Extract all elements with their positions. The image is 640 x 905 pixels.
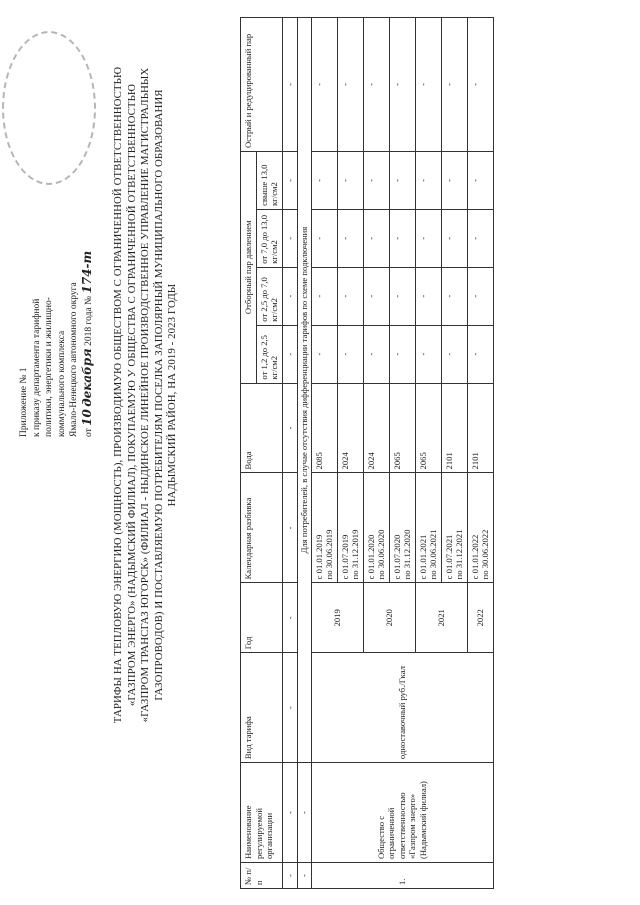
dash-row: - - - - - - - - - - - [282,18,298,889]
period-cell: с 01.01.2020 по 30.06.2020 [363,473,389,583]
header-pressure-1: от 1,2 до 2,5 кг/см2 [256,325,282,383]
handwritten-order-number: 174-т [79,250,94,294]
header-steam: Отборный пар давлением [241,151,257,383]
appendix-line: политики, энергетики и жилищно- [44,297,54,437]
header-tariff-type: Вид тарифа [241,653,283,763]
water-cell: 2024 [337,383,363,473]
appendix-line: Приложение № 1 [19,367,29,437]
appendix-line: Ямало-Ненецкого автономного округа [69,282,79,437]
header-pressure-4: свыше 13,0 кг/см2 [256,151,282,209]
table-row: с 01.07.2021 по 31.12.2021 2101 - - - - - [441,18,467,889]
table-row: 2021 с 01.01.2021 по 30.06.2021 2065 - - - - - [415,18,441,889]
section-label: Для потребителей, в случае отсутствия дифференциации тарифов по схеме подключения [298,18,312,763]
water-cell: 2085 [311,383,337,473]
period-cell: с 01.01.2022 по 30.06.2022 [467,473,493,583]
org-number: 1. [311,863,493,889]
header-num: № п/п [241,863,283,889]
header-org: Наименование регулируемой организации [241,763,283,863]
table-row: 1. Общество с ограниченной ответственностью «Газпром энерго» (Надымский филиал) одноставочный руб./Гкал 2019 с 01.01.2019 по 30.06.2019 2085 - - - - - [311,18,337,889]
header-row [241,18,257,889]
year-cell: 2022 [467,583,493,653]
table-row: 2022 с 01.01.2022 по 30.06.2022 2101 - - - - - [467,18,493,889]
water-cell: 2065 [389,383,415,473]
header-sharp-steam: Острый и редуцированный пар [241,18,283,152]
appendix-line: коммунального комплекса [56,330,67,437]
appendix-date-line: от 10 декабря 2018 года № 174-т [79,250,94,437]
period-cell: с 01.01.2021 по 30.06.2021 [415,473,441,583]
water-cell: 2024 [363,383,389,473]
period-cell: с 01.07.2020 по 31.12.2020 [389,473,415,583]
header-pressure-2: от 2,5 до 7,0 кг/см2 [256,267,282,325]
table-row: с 01.07.2019 по 31.12.2019 2024 - - - - - [337,18,363,889]
year-cell: 2019 [311,583,363,653]
tariff-table [240,17,494,889]
year-cell: 2020 [363,583,415,653]
header-pressure-3: от 7,0 до 13,0 кг/см2 [256,209,282,267]
period-cell: с 01.01.2019 по 30.06.2019 [311,473,337,583]
header-period: Календарная разбивка [241,473,283,583]
appendix-block [18,127,95,437]
section-row: - - Для потребителей, в случае отсутствия дифференциации тарифов по схеме подключения [298,18,312,889]
water-cell: 2101 [467,383,493,473]
water-cell: 2101 [441,383,467,473]
appendix-line: к приказу департамента тарифной [31,298,42,437]
table-row: 2020 с 01.01.2020 по 30.06.2020 2024 - - - - - [363,18,389,889]
org-name: Общество с ограниченной ответственностью «Газпром энерго» (Надымский филиал) [311,763,493,863]
table-row: с 01.07.2020 по 31.12.2020 2065 - - - - - [389,18,415,889]
handwritten-day: 10 [79,409,94,426]
year-cell: 2021 [415,583,467,653]
period-cell: с 01.07.2019 по 31.12.2019 [337,473,363,583]
tariff-name: одноставочный руб./Гкал [311,653,493,763]
period-cell: с 01.07.2021 по 31.12.2021 [441,473,467,583]
handwritten-month: декабря [79,348,94,407]
water-cell: 2065 [415,383,441,473]
document-title: ТАРИФЫ НА ТЕПЛОВУЮ ЭНЕРГИЮ (МОЩНОСТЬ), ПРОИЗВОДИМУЮ ОБЩЕСТВОМ С ОГРАНИЧЕННОЙ ОТВЕТСТВЕННОСТЬЮ «ГАЗПРОМ ЭНЕРГО» (НАДЫМСКИЙ ФИЛИАЛ), ПОКУПАЕМУЮ У ОБЩЕСТВА С ОГРАНИЧЕННОЙ ОТВЕТСТВЕННОСТЬЮ «ГАЗПРОМ ТРАНСГАЗ ЮГОРСК» (ФИЛИАЛ - НЫДИНСКОЕ ЛИНЕЙНОЕ ПРОИЗВОДСТВЕННОЕ УПРАВЛЕНИЕ МАГИСТРАЛЬНЫХ ГАЗОПРОВОДОВ) И ПОСТАВЛЯЕМУЮ ПОТРЕБИТЕЛЯМ ПОСЕЛКА ЗАПОЛЯРНЫЙ МУНИЦИПАЛЬНОГО ОБРАЗОВАНИЯ НАДЫМСКИЙ РАЙОН, НА 2019 - 2023 ГОДЫ [112,66,178,724]
header-water: Вода [241,383,283,473]
header-year: Год [241,583,283,653]
